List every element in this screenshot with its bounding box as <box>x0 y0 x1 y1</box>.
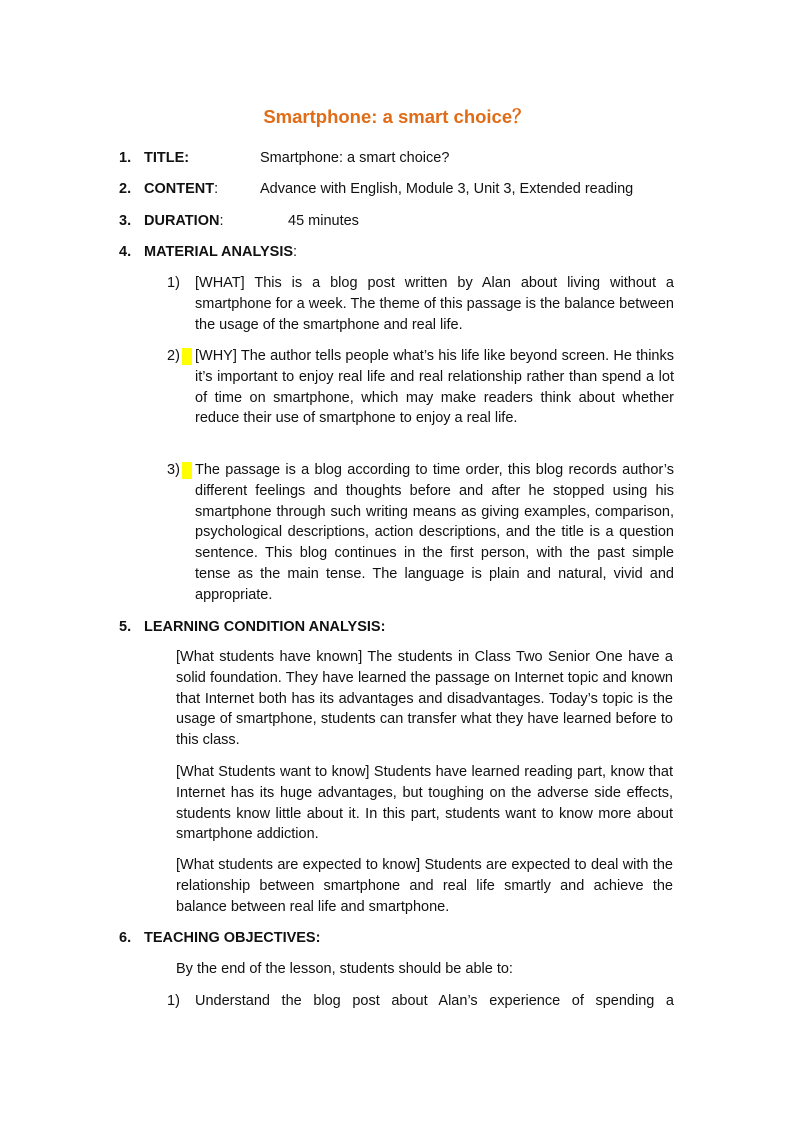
section-heading: LEARNING CONDITION ANALYSIS: <box>144 619 386 635</box>
section-heading: CONTENT: <box>144 181 219 197</box>
section-number: 3. <box>119 213 132 229</box>
objectives-intro: By the end of the lesson, students should be able to: <box>176 961 513 977</box>
section-heading: TITLE: <box>144 150 190 166</box>
highlight-mark <box>182 462 192 479</box>
section-heading: DURATION: <box>144 213 224 229</box>
section-number: 4. <box>119 244 132 260</box>
section-value: Advance with English, Module 3, Unit 3, Extended reading <box>260 181 634 197</box>
section-number: 1. <box>119 150 132 166</box>
item-number: 1) <box>167 275 180 291</box>
paragraph: [What students are expected to know] Students are expected to deal with the relationship between smartphone and real life smartly and achieve the balance between real life and smartphone. <box>176 857 673 915</box>
section-heading: MATERIAL ANALYSIS: <box>144 244 298 260</box>
section-heading: TEACHING OBJECTIVES: <box>144 930 321 946</box>
section-number: 6. <box>119 930 132 946</box>
paragraph: [What Students want to know] Students have learned reading part, know that Internet has its huge advantages, but toughing on the adverse side effects, students know little about it. In this part, students want to know more about smartphone addiction. <box>176 764 673 843</box>
section-value: Smartphone: a smart choice? <box>260 150 450 166</box>
section-number: 5. <box>119 619 132 635</box>
item-text: Understand the blog post about Alan’s experience of spending a <box>195 993 674 1009</box>
section-value: 45 minutes <box>288 213 359 229</box>
document-title: Smartphone: a smart choice？ <box>263 106 531 127</box>
paragraph: [What students have known] The students in Class Two Senior One have a solid foundation. They have learned the passage on Internet topic and known that Internet both has its advantages and disadvantages. Today’s topic is the usage of smartphone, students can transfer what they have learned before to this class. <box>176 649 673 749</box>
item-number: 2) <box>167 348 180 364</box>
item-text: [WHY] The author tells people what’s his life like beyond screen. He thinks it’s important to enjoy real life and real relationship rather than spend a lot of time on smartphone, which may make readers think about whether reduce their use of smartphone to enjoy a real life. <box>195 348 674 427</box>
item-number: 3) <box>167 462 180 478</box>
item-text: [WHAT] This is a blog post written by Alan about living without a smartphone for a week. The theme of this passage is the balance between the usage of the smartphone and real life. <box>195 275 674 333</box>
section-number: 2. <box>119 181 132 197</box>
highlight-mark <box>182 348 192 365</box>
item-number: 1) <box>167 993 180 1009</box>
item-text: The passage is a blog according to time order, this blog records author’s different feelings and thoughts before and after he stopped using his smartphone through such writing means as giving examples, comparison, psychological descriptions, action descriptions, and the title is a question sentence. This blog continues in the first person, with the past simple tense as the main tense. The language is plain and natural, vivid and appropriate. <box>195 462 674 603</box>
